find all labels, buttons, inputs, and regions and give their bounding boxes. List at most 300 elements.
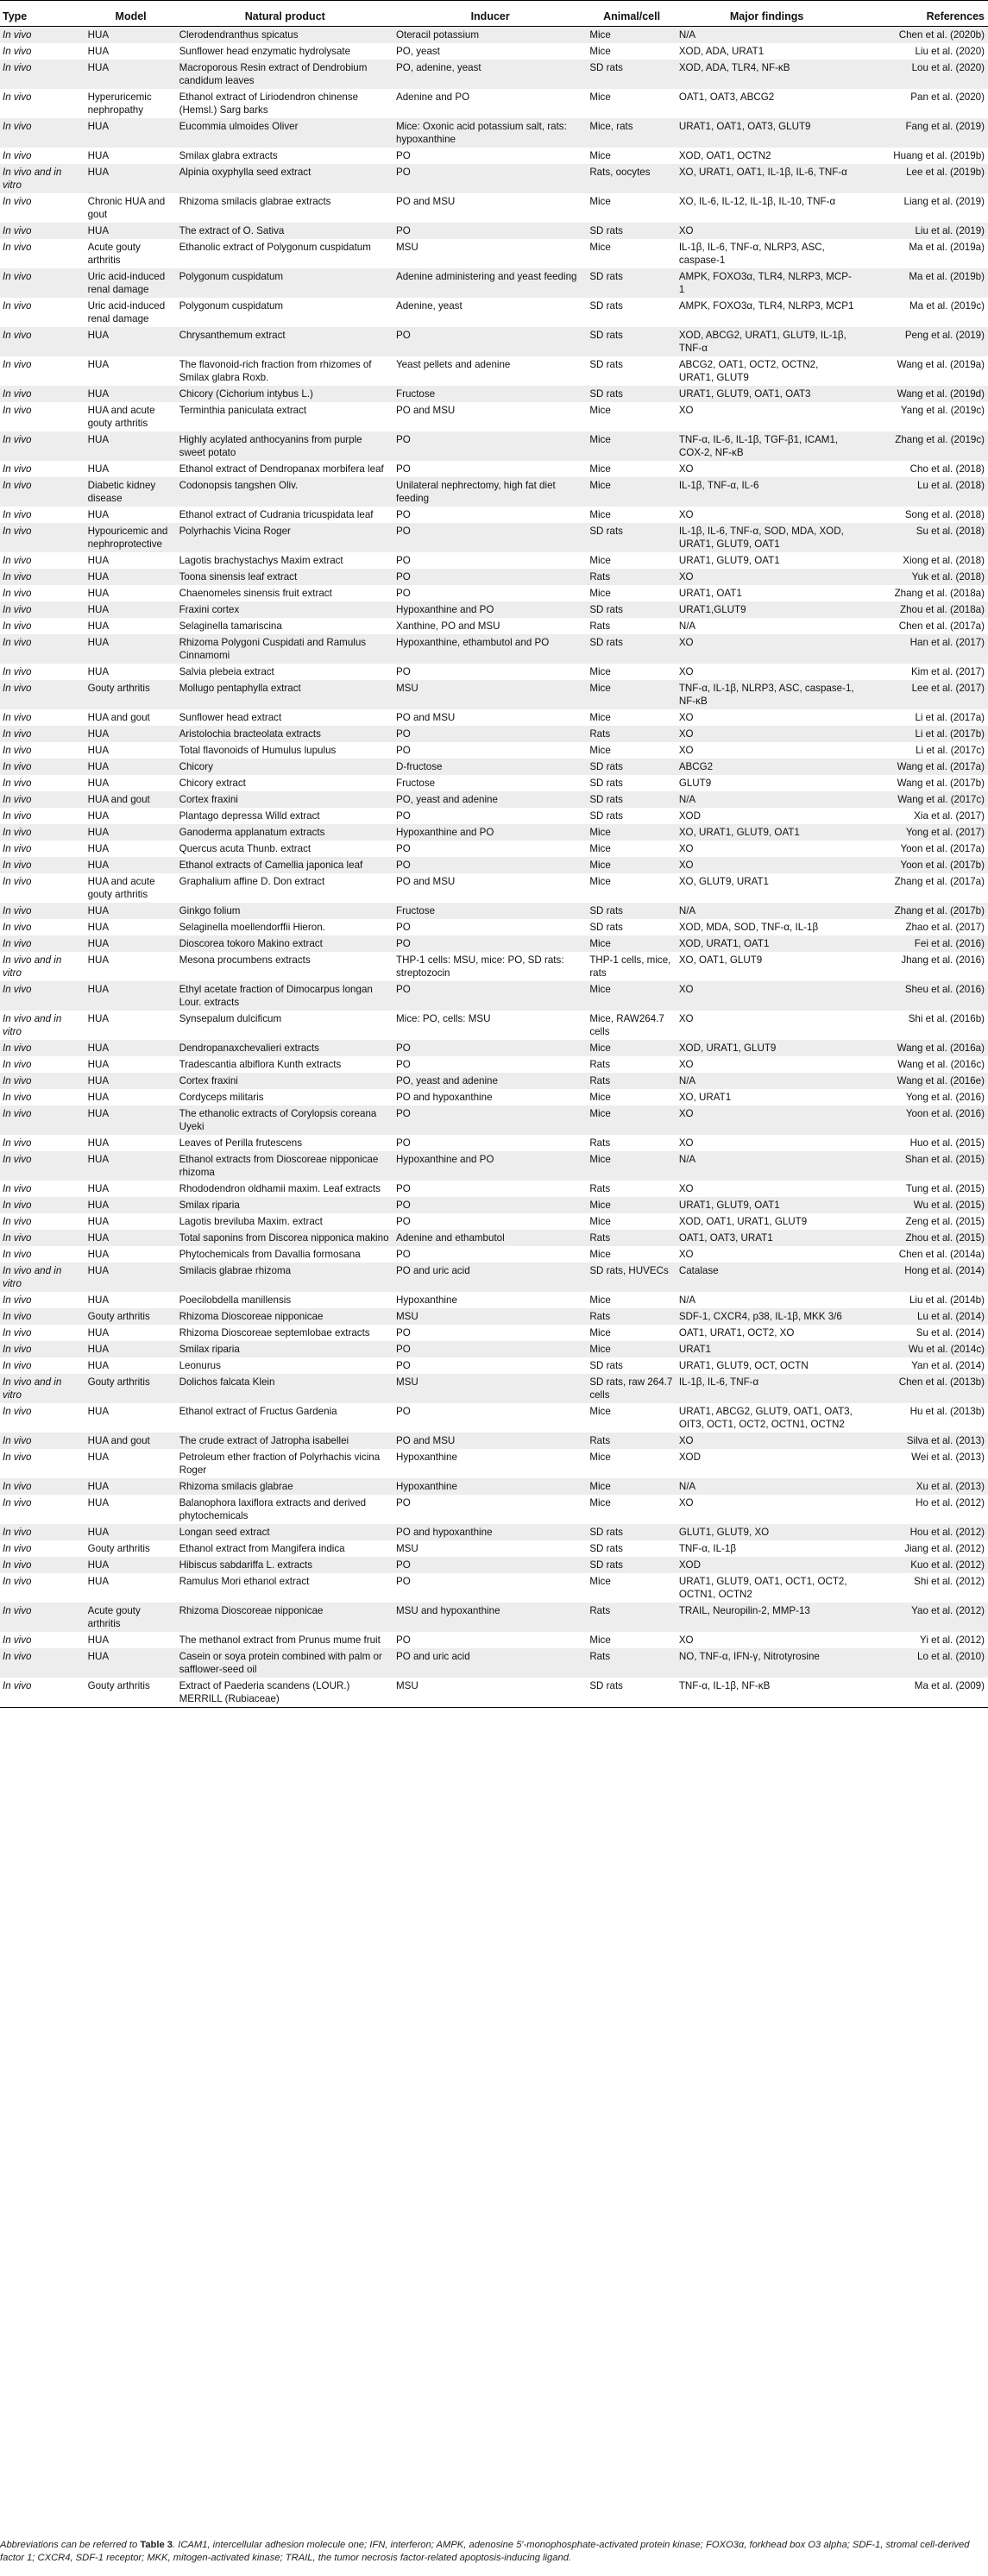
cell-animal-cell: Rats xyxy=(587,1056,676,1073)
table-row xyxy=(0,857,988,873)
cell-type: In vivo xyxy=(0,808,85,824)
cell-type: In vivo xyxy=(0,1151,85,1181)
cell-animal-cell: Mice, RAW264.7 cells xyxy=(587,1011,676,1040)
cell-natural-product: Total saponins from Discorea nipponica makino xyxy=(177,1230,393,1246)
cell-major-findings: TRAIL, Neuropilin-2, MMP-13 xyxy=(676,1603,858,1632)
cell-model: HUA xyxy=(85,43,177,60)
cell-major-findings: GLUT9 xyxy=(676,775,858,791)
cell-animal-cell: SD rats xyxy=(587,759,676,775)
cell-reference: Zhou et al. (2018a) xyxy=(857,601,988,618)
cell-reference: Wang et al. (2016a) xyxy=(857,1040,988,1056)
cell-major-findings: XO, URAT1 xyxy=(676,1089,858,1105)
cell-model: HUA xyxy=(85,118,177,148)
cell-inducer: PO and MSU xyxy=(393,402,587,431)
cell-major-findings: XO xyxy=(676,1632,858,1648)
cell-reference: Lee et al. (2019b) xyxy=(857,164,988,193)
cell-model: HUA xyxy=(85,1557,177,1573)
cell-major-findings: OAT1, URAT1, OCT2, XO xyxy=(676,1325,858,1341)
cell-reference: Han et al. (2017) xyxy=(857,634,988,664)
cell-reference: Wu et al. (2015) xyxy=(857,1197,988,1213)
cell-animal-cell: Mice xyxy=(587,1341,676,1357)
cell-reference: Xu et al. (2013) xyxy=(857,1478,988,1495)
cell-inducer: PO xyxy=(393,327,587,356)
cell-natural-product: Ethanol extract of Fructus Gardenia xyxy=(177,1403,393,1433)
cell-inducer: MSU xyxy=(393,1308,587,1325)
cell-natural-product: Cortex fraxini xyxy=(177,791,393,808)
cell-model: Gouty arthritis xyxy=(85,1374,177,1403)
table-row xyxy=(0,193,988,223)
cell-inducer: PO xyxy=(393,1341,587,1357)
cell-animal-cell: Mice xyxy=(587,709,676,726)
cell-inducer: PO and hypoxanthine xyxy=(393,1524,587,1540)
cell-natural-product: Plantago depressa Willd extract xyxy=(177,808,393,824)
cell-animal-cell: SD rats xyxy=(587,60,676,89)
cell-reference: Shi et al. (2012) xyxy=(857,1573,988,1603)
cell-type: In vivo xyxy=(0,1056,85,1073)
cell-inducer: PO xyxy=(393,1632,587,1648)
cell-model: HUA xyxy=(85,223,177,239)
cell-type: In vivo xyxy=(0,824,85,841)
cell-reference: Yoon et al. (2016) xyxy=(857,1105,988,1135)
cell-model: HUA xyxy=(85,1341,177,1357)
header-row xyxy=(0,1,988,27)
cell-reference: Wei et al. (2013) xyxy=(857,1449,988,1478)
table-row xyxy=(0,1197,988,1213)
cell-natural-product: Smilax riparia xyxy=(177,1197,393,1213)
cell-reference: Jhang et al. (2016) xyxy=(857,952,988,981)
table-row xyxy=(0,1056,988,1073)
cell-inducer: MSU xyxy=(393,680,587,709)
cell-animal-cell: Rats xyxy=(587,1181,676,1197)
cell-major-findings: URAT1, GLUT9, OAT1 xyxy=(676,1197,858,1213)
cell-reference: Kuo et al. (2012) xyxy=(857,1557,988,1573)
table-row xyxy=(0,1230,988,1246)
cell-inducer: Xanthine, PO and MSU xyxy=(393,618,587,634)
cell-natural-product: Synsepalum dulcificum xyxy=(177,1011,393,1040)
cell-animal-cell: Mice xyxy=(587,552,676,569)
cell-major-findings: XOD xyxy=(676,808,858,824)
cell-major-findings: XO xyxy=(676,841,858,857)
cell-major-findings: URAT1, GLUT9, OAT1 xyxy=(676,552,858,569)
cell-reference: Tung et al. (2015) xyxy=(857,1181,988,1197)
table-row xyxy=(0,1357,988,1374)
cell-type: In vivo xyxy=(0,1524,85,1540)
cell-natural-product: Rhizoma Dioscoreae nipponicae xyxy=(177,1308,393,1325)
cell-inducer: Hypoxanthine and PO xyxy=(393,824,587,841)
cell-major-findings: XO xyxy=(676,981,858,1011)
cell-type: In vivo xyxy=(0,919,85,935)
cell-inducer: Hypoxanthine xyxy=(393,1478,587,1495)
cell-model: HUA xyxy=(85,1357,177,1374)
cell-type: In vivo xyxy=(0,431,85,461)
cell-natural-product: Clerodendranthus spicatus xyxy=(177,27,393,44)
cell-natural-product: Rhizoma smilacis glabrae extracts xyxy=(177,193,393,223)
cell-inducer: PO xyxy=(393,1573,587,1603)
cell-type: In vivo xyxy=(0,223,85,239)
cell-type: In vivo xyxy=(0,1678,85,1708)
cell-animal-cell: SD rats, raw 264.7 cells xyxy=(587,1374,676,1403)
cell-major-findings: XO, IL-6, IL-12, IL-1β, IL-10, TNF-α xyxy=(676,193,858,223)
table-row xyxy=(0,808,988,824)
table-footnote xyxy=(0,2539,988,2565)
table-row xyxy=(0,1449,988,1478)
cell-major-findings: URAT1, GLUT9, OAT1, OCT1, OCT2, OCTN1, OCTN2 xyxy=(676,1573,858,1603)
cell-type: In vivo xyxy=(0,1341,85,1357)
cell-model: HUA xyxy=(85,1648,177,1678)
table-row xyxy=(0,431,988,461)
cell-animal-cell: Mice xyxy=(587,1246,676,1263)
cell-reference: Wang et al. (2019d) xyxy=(857,386,988,402)
cell-reference: Lu et al. (2014) xyxy=(857,1308,988,1325)
table-row xyxy=(0,1011,988,1040)
cell-natural-product: Smilax riparia xyxy=(177,1341,393,1357)
cell-type: In vivo xyxy=(0,1573,85,1603)
header-type: Type xyxy=(3,10,28,22)
table-row xyxy=(0,477,988,507)
cell-animal-cell: THP-1 cells, mice, rats xyxy=(587,952,676,981)
cell-type: In vivo xyxy=(0,791,85,808)
table-row xyxy=(0,618,988,634)
cell-model: HUA and gout xyxy=(85,709,177,726)
cell-model: HUA xyxy=(85,1246,177,1263)
cell-major-findings: XOD, URAT1, OAT1 xyxy=(676,935,858,952)
cell-type: In vivo and in vitro xyxy=(0,1263,85,1292)
cell-model: HUA xyxy=(85,461,177,477)
table-row xyxy=(0,552,988,569)
cell-type: In vivo xyxy=(0,680,85,709)
table-row xyxy=(0,523,988,552)
cell-reference: Song et al. (2018) xyxy=(857,507,988,523)
cell-model: HUA xyxy=(85,775,177,791)
cell-reference: Shan et al. (2015) xyxy=(857,1151,988,1181)
cell-model: HUA xyxy=(85,1495,177,1524)
cell-major-findings: URAT1, GLUT9, OCT, OCTN xyxy=(676,1357,858,1374)
cell-type: In vivo xyxy=(0,1135,85,1151)
cell-reference: Wang et al. (2016c) xyxy=(857,1056,988,1073)
table-row xyxy=(0,585,988,601)
cell-major-findings: XO xyxy=(676,507,858,523)
cell-natural-product: Chrysanthemum extract xyxy=(177,327,393,356)
table-row xyxy=(0,726,988,742)
cell-reference: Ma et al. (2009) xyxy=(857,1678,988,1708)
cell-model: HUA and acute gouty arthritis xyxy=(85,402,177,431)
cell-inducer: Oteracil potassium xyxy=(393,27,587,44)
cell-model: HUA xyxy=(85,507,177,523)
cell-reference: Li et al. (2017b) xyxy=(857,726,988,742)
cell-type: In vivo xyxy=(0,327,85,356)
cell-major-findings: XO xyxy=(676,223,858,239)
cell-inducer: Adenine, yeast xyxy=(393,298,587,327)
cell-inducer: Adenine and ethambutol xyxy=(393,1230,587,1246)
header-inducer: Inducer xyxy=(470,10,510,22)
cell-type: In vivo xyxy=(0,1632,85,1648)
cell-animal-cell: Mice xyxy=(587,477,676,507)
cell-major-findings: XOD xyxy=(676,1449,858,1478)
cell-reference: Liu et al. (2020) xyxy=(857,43,988,60)
cell-animal-cell: Mice xyxy=(587,27,676,44)
cell-inducer: PO xyxy=(393,585,587,601)
cell-reference: Li et al. (2017a) xyxy=(857,709,988,726)
cell-model: HUA xyxy=(85,356,177,386)
cell-natural-product: Polyrhachis Vicina Roger xyxy=(177,523,393,552)
cell-animal-cell: SD rats xyxy=(587,356,676,386)
cell-reference: Yong et al. (2016) xyxy=(857,1089,988,1105)
cell-animal-cell: SD rats xyxy=(587,601,676,618)
cell-inducer: PO xyxy=(393,223,587,239)
cell-reference: Zhou et al. (2015) xyxy=(857,1230,988,1246)
cell-inducer: PO, yeast xyxy=(393,43,587,60)
cell-reference: Kim et al. (2017) xyxy=(857,664,988,680)
cell-type: In vivo xyxy=(0,148,85,164)
cell-inducer: PO xyxy=(393,461,587,477)
cell-model: Gouty arthritis xyxy=(85,1308,177,1325)
cell-reference: Yoon et al. (2017b) xyxy=(857,857,988,873)
table-row xyxy=(0,791,988,808)
cell-natural-product: Ramulus Mori ethanol extract xyxy=(177,1573,393,1603)
cell-model: HUA xyxy=(85,664,177,680)
cell-natural-product: Chicory (Cichorium intybus L.) xyxy=(177,386,393,402)
cell-reference: Silva et al. (2013) xyxy=(857,1433,988,1449)
cell-inducer: D-fructose xyxy=(393,759,587,775)
table-row xyxy=(0,356,988,386)
cell-type: In vivo xyxy=(0,664,85,680)
table-row xyxy=(0,1073,988,1089)
cell-major-findings: XO xyxy=(676,709,858,726)
cell-type: In vivo xyxy=(0,1403,85,1433)
cell-animal-cell: SD rats xyxy=(587,919,676,935)
cell-reference: Lo et al. (2010) xyxy=(857,1648,988,1678)
cell-natural-product: Ethanol extract of Cudrania tricuspidata leaf xyxy=(177,507,393,523)
cell-model: HUA xyxy=(85,1478,177,1495)
cell-model: HUA xyxy=(85,1403,177,1433)
cell-type: In vivo xyxy=(0,1197,85,1213)
table-row xyxy=(0,386,988,402)
cell-type: In vivo xyxy=(0,569,85,585)
cell-reference: Huo et al. (2015) xyxy=(857,1135,988,1151)
cell-inducer: PO xyxy=(393,919,587,935)
cell-natural-product: Sunflower head enzymatic hydrolysate xyxy=(177,43,393,60)
cell-model: HUA xyxy=(85,1056,177,1073)
cell-inducer: Hypoxanthine, ethambutol and PO xyxy=(393,634,587,664)
cell-natural-product: Tradescantia albiflora Kunth extracts xyxy=(177,1056,393,1073)
cell-animal-cell: SD rats xyxy=(587,298,676,327)
cell-inducer: PO xyxy=(393,1213,587,1230)
cell-major-findings: URAT1, GLUT9, OAT1, OAT3 xyxy=(676,386,858,402)
cell-type: In vivo xyxy=(0,1495,85,1524)
cell-type: In vivo xyxy=(0,1089,85,1105)
cell-type: In vivo xyxy=(0,759,85,775)
cell-animal-cell: Rats xyxy=(587,1135,676,1151)
cell-animal-cell: Mice xyxy=(587,239,676,268)
cell-inducer: PO, yeast and adenine xyxy=(393,791,587,808)
cell-natural-product: The methanol extract from Prunus mume fruit xyxy=(177,1632,393,1648)
cell-type: In vivo xyxy=(0,239,85,268)
table-row xyxy=(0,824,988,841)
table-row xyxy=(0,1648,988,1678)
cell-model: HUA xyxy=(85,935,177,952)
cell-major-findings: IL-1β, IL-6, TNF-α, SOD, MDA, XOD, URAT1, GLUT9, OAT1 xyxy=(676,523,858,552)
cell-inducer: THP-1 cells: MSU, mice: PO, SD rats: streptozocin xyxy=(393,952,587,981)
cell-reference: Zhang et al. (2019c) xyxy=(857,431,988,461)
table-row xyxy=(0,223,988,239)
cell-major-findings: N/A xyxy=(676,1478,858,1495)
cell-major-findings: XO, URAT1, GLUT9, OAT1 xyxy=(676,824,858,841)
cell-model: HUA xyxy=(85,1197,177,1213)
cell-type: In vivo xyxy=(0,507,85,523)
cell-major-findings: URAT1, ABCG2, GLUT9, OAT1, OAT3, OIT3, OCT1, OCT2, OCTN1, OCTN2 xyxy=(676,1403,858,1433)
table-row xyxy=(0,402,988,431)
table-row xyxy=(0,634,988,664)
cell-natural-product: Mollugo pentaphylla extract xyxy=(177,680,393,709)
cell-reference: Zhao et al. (2017) xyxy=(857,919,988,935)
cell-model: HUA xyxy=(85,1135,177,1151)
cell-major-findings: N/A xyxy=(676,618,858,634)
cell-major-findings: XO xyxy=(676,634,858,664)
cell-type: In vivo xyxy=(0,1292,85,1308)
cell-animal-cell: Mice xyxy=(587,1292,676,1308)
cell-model: Gouty arthritis xyxy=(85,680,177,709)
header-animal-cell: Animal/cell xyxy=(603,10,661,22)
cell-natural-product: Mesona procumbens extracts xyxy=(177,952,393,981)
cell-inducer: Mice: Oxonic acid potassium salt, rats: hypoxanthine xyxy=(393,118,587,148)
cell-reference: Yoon et al. (2017a) xyxy=(857,841,988,857)
cell-major-findings: IL-1β, IL-6, TNF-α xyxy=(676,1374,858,1403)
cell-animal-cell: Mice xyxy=(587,664,676,680)
cell-type: In vivo xyxy=(0,981,85,1011)
cell-model: HUA xyxy=(85,585,177,601)
cell-model: HUA xyxy=(85,569,177,585)
table-row xyxy=(0,1089,988,1105)
table-body xyxy=(0,27,988,1708)
cell-reference: Wu et al. (2014c) xyxy=(857,1341,988,1357)
cell-model: HUA xyxy=(85,759,177,775)
cell-natural-product: Macroporous Resin extract of Dendrobium candidum leaves xyxy=(177,60,393,89)
cell-animal-cell: Mice xyxy=(587,1040,676,1056)
cell-animal-cell: SD rats xyxy=(587,1557,676,1573)
cell-major-findings: XOD, ABCG2, URAT1, GLUT9, IL-1β, TNF-α xyxy=(676,327,858,356)
cell-reference: Cho et al. (2018) xyxy=(857,461,988,477)
cell-animal-cell: Rats xyxy=(587,618,676,634)
cell-natural-product: Dioscorea tokoro Makino extract xyxy=(177,935,393,952)
cell-reference: Su et al. (2014) xyxy=(857,1325,988,1341)
cell-reference: Xia et al. (2017) xyxy=(857,808,988,824)
cell-inducer: Hypoxanthine xyxy=(393,1292,587,1308)
cell-model: HUA xyxy=(85,1011,177,1040)
cell-major-findings: OAT1, OAT3, ABCG2 xyxy=(676,89,858,118)
cell-animal-cell: SD rats xyxy=(587,223,676,239)
cell-model: HUA and acute gouty arthritis xyxy=(85,873,177,903)
cell-animal-cell: Mice xyxy=(587,431,676,461)
table-row xyxy=(0,60,988,89)
cell-animal-cell: SD rats xyxy=(587,808,676,824)
cell-animal-cell: Mice, rats xyxy=(587,118,676,148)
cell-inducer: PO xyxy=(393,1557,587,1573)
table-row xyxy=(0,1478,988,1495)
cell-major-findings: URAT1 xyxy=(676,1341,858,1357)
cell-model: HUA xyxy=(85,841,177,857)
cell-reference: Zhang et al. (2018a) xyxy=(857,585,988,601)
cell-natural-product: Ganoderma applanatum extracts xyxy=(177,824,393,841)
cell-natural-product: Polygonum cuspidatum xyxy=(177,298,393,327)
cell-model: HUA xyxy=(85,857,177,873)
cell-model: Chronic HUA and gout xyxy=(85,193,177,223)
cell-reference: Wang et al. (2019a) xyxy=(857,356,988,386)
cell-reference: Lou et al. (2020) xyxy=(857,60,988,89)
cell-inducer: PO, yeast and adenine xyxy=(393,1073,587,1089)
cell-animal-cell: Rats xyxy=(587,1433,676,1449)
table-row xyxy=(0,461,988,477)
cell-natural-product: Cortex fraxini xyxy=(177,1073,393,1089)
cell-inducer: PO xyxy=(393,981,587,1011)
cell-inducer: PO xyxy=(393,726,587,742)
cell-major-findings: TNF-α, IL-1β, NF-κB xyxy=(676,1678,858,1708)
cell-model: Gouty arthritis xyxy=(85,1540,177,1557)
cell-animal-cell: Rats xyxy=(587,1603,676,1632)
cell-model: HUA xyxy=(85,27,177,44)
cell-natural-product: Ethanol extract of Dendropanax morbifera leaf xyxy=(177,461,393,477)
cell-reference: Fang et al. (2019) xyxy=(857,118,988,148)
cell-inducer: PO xyxy=(393,552,587,569)
cell-model: Diabetic kidney disease xyxy=(85,477,177,507)
table-header xyxy=(0,1,988,27)
cell-inducer: PO and MSU xyxy=(393,193,587,223)
cell-animal-cell: Mice xyxy=(587,841,676,857)
cell-major-findings: IL-1β, IL-6, TNF-α, NLRP3, ASC, caspase-1 xyxy=(676,239,858,268)
cell-inducer: PO xyxy=(393,664,587,680)
cell-reference: Zhang et al. (2017b) xyxy=(857,903,988,919)
cell-inducer: Hypoxanthine and PO xyxy=(393,1151,587,1181)
cell-type: In vivo xyxy=(0,903,85,919)
cell-natural-product: Total flavonoids of Humulus lupulus xyxy=(177,742,393,759)
cell-model: HUA xyxy=(85,634,177,664)
cell-natural-product: Chicory xyxy=(177,759,393,775)
cell-natural-product: Rhizoma Dioscoreae nipponicae xyxy=(177,1603,393,1632)
cell-major-findings: URAT1,GLUT9 xyxy=(676,601,858,618)
cell-inducer: PO xyxy=(393,148,587,164)
table-row xyxy=(0,1341,988,1357)
cell-inducer: PO xyxy=(393,431,587,461)
cell-model: HUA xyxy=(85,601,177,618)
cell-inducer: MSU xyxy=(393,1374,587,1403)
table-row xyxy=(0,1040,988,1056)
cell-natural-product: The extract of O. Sativa xyxy=(177,223,393,239)
cell-animal-cell: Mice xyxy=(587,981,676,1011)
cell-natural-product: Smilacis glabrae rhizoma xyxy=(177,1263,393,1292)
cell-inducer: PO xyxy=(393,523,587,552)
cell-inducer: PO and uric acid xyxy=(393,1263,587,1292)
table-row xyxy=(0,601,988,618)
cell-type: In vivo and in vitro xyxy=(0,1374,85,1403)
cell-type: In vivo xyxy=(0,1040,85,1056)
cell-animal-cell: Mice xyxy=(587,1197,676,1213)
table-row xyxy=(0,1540,988,1557)
cell-inducer: PO xyxy=(393,164,587,193)
table-row xyxy=(0,1181,988,1197)
cell-animal-cell: Mice xyxy=(587,507,676,523)
table-row xyxy=(0,1246,988,1263)
cell-major-findings: XOD, ADA, URAT1 xyxy=(676,43,858,60)
cell-major-findings: IL-1β, TNF-α, IL-6 xyxy=(676,477,858,507)
cell-model: HUA xyxy=(85,824,177,841)
cell-type: In vivo xyxy=(0,268,85,298)
cell-inducer: PO xyxy=(393,808,587,824)
table-row xyxy=(0,1603,988,1632)
cell-reference: Liu et al. (2019) xyxy=(857,223,988,239)
cell-model: HUA xyxy=(85,1040,177,1056)
cell-animal-cell: SD rats xyxy=(587,1540,676,1557)
table-row xyxy=(0,935,988,952)
cell-animal-cell: SD rats xyxy=(587,1678,676,1708)
